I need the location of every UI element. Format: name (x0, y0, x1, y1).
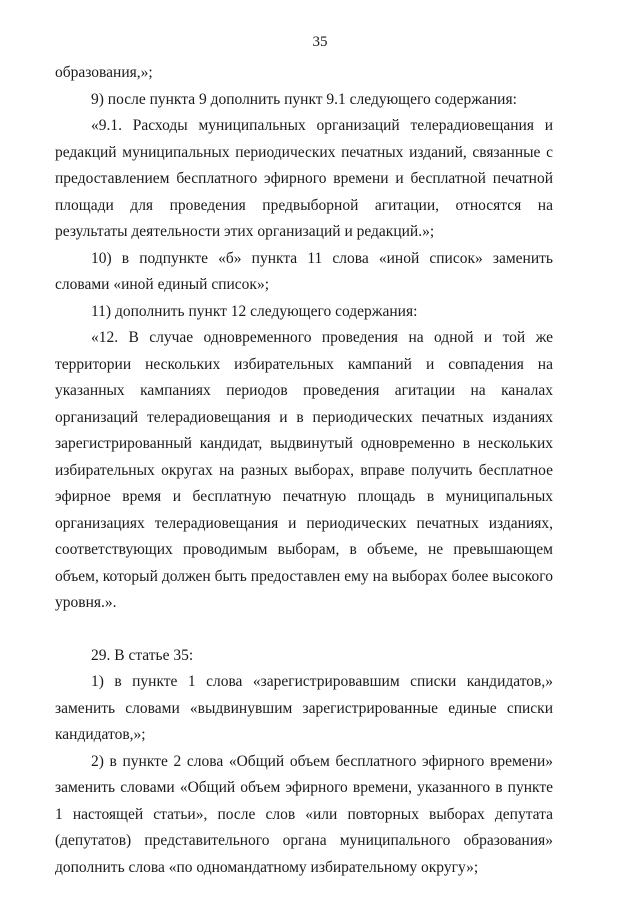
paragraph-quote-12: «12. В случае одновременного проведения на одной и той же территории нескольких избирательных кампаний и совпадения на указанных кампаниях периодов проведения агитации на каналах организаций телерадиовещания и в периодических печатных изданиях зарегистрированный кандидат, выдвинутый одновременно в нескольких избирательных округах на разных выборах, вправе получить бесплатное эфирное время и бесплатную печатную площадь в муниципальных организациях телерадиовещания и периодических печатных изданиях, соответствующих проводимым выборам, в объеме, не превышающем объем, который должен быть предоставлен ему на выборах более высокого уровня.». (55, 329, 553, 611)
paragraph-item-10: 10) в подпункте «б» пункта 11 слова «иной список» заменить словами «иной единый список»; (55, 249, 553, 293)
page-number: 35 (312, 34, 328, 50)
paragraph-item-11: 11) дополнить пункт 12 следующего содержания: (91, 302, 418, 320)
paragraph-continuation: образования,»; (55, 64, 153, 81)
paragraph-article-29: 29. В статье 35: (91, 646, 194, 664)
document-body (55, 60, 553, 881)
paragraph-subitem-2: 2) в пункте 2 слова «Общий объем бесплатного эфирного времени» заменить словами «Общий объем эфирного времени, указанного в пункте 1 настоящей статьи», после слов «или повторных выборах депутата (депутатов) представительного органа муниципального образования» дополнить слова «по одномандатному избирательному округу»; (55, 752, 553, 876)
paragraph-subitem-1: 1) в пункте 1 слова «зарегистрировавшим списки кандидатов,» заменить словами «выдвинувшим зарегистрированные единые списки кандидатов,»; (55, 673, 553, 743)
paragraph-item-9: 9) после пункта 9 дополнить пункт 9.1 следующего содержания: (91, 90, 517, 108)
paragraph-quote-9-1: «9.1. Расходы муниципальных организаций телерадиовещания и редакций муниципальных периодических печатных изданий, связанные с предоставлением бесплатного эфирного времени и бесплатной печатной площади для проведения предвыборной агитации, относятся на результаты деятельности этих организаций и редакций.»; (55, 117, 553, 240)
